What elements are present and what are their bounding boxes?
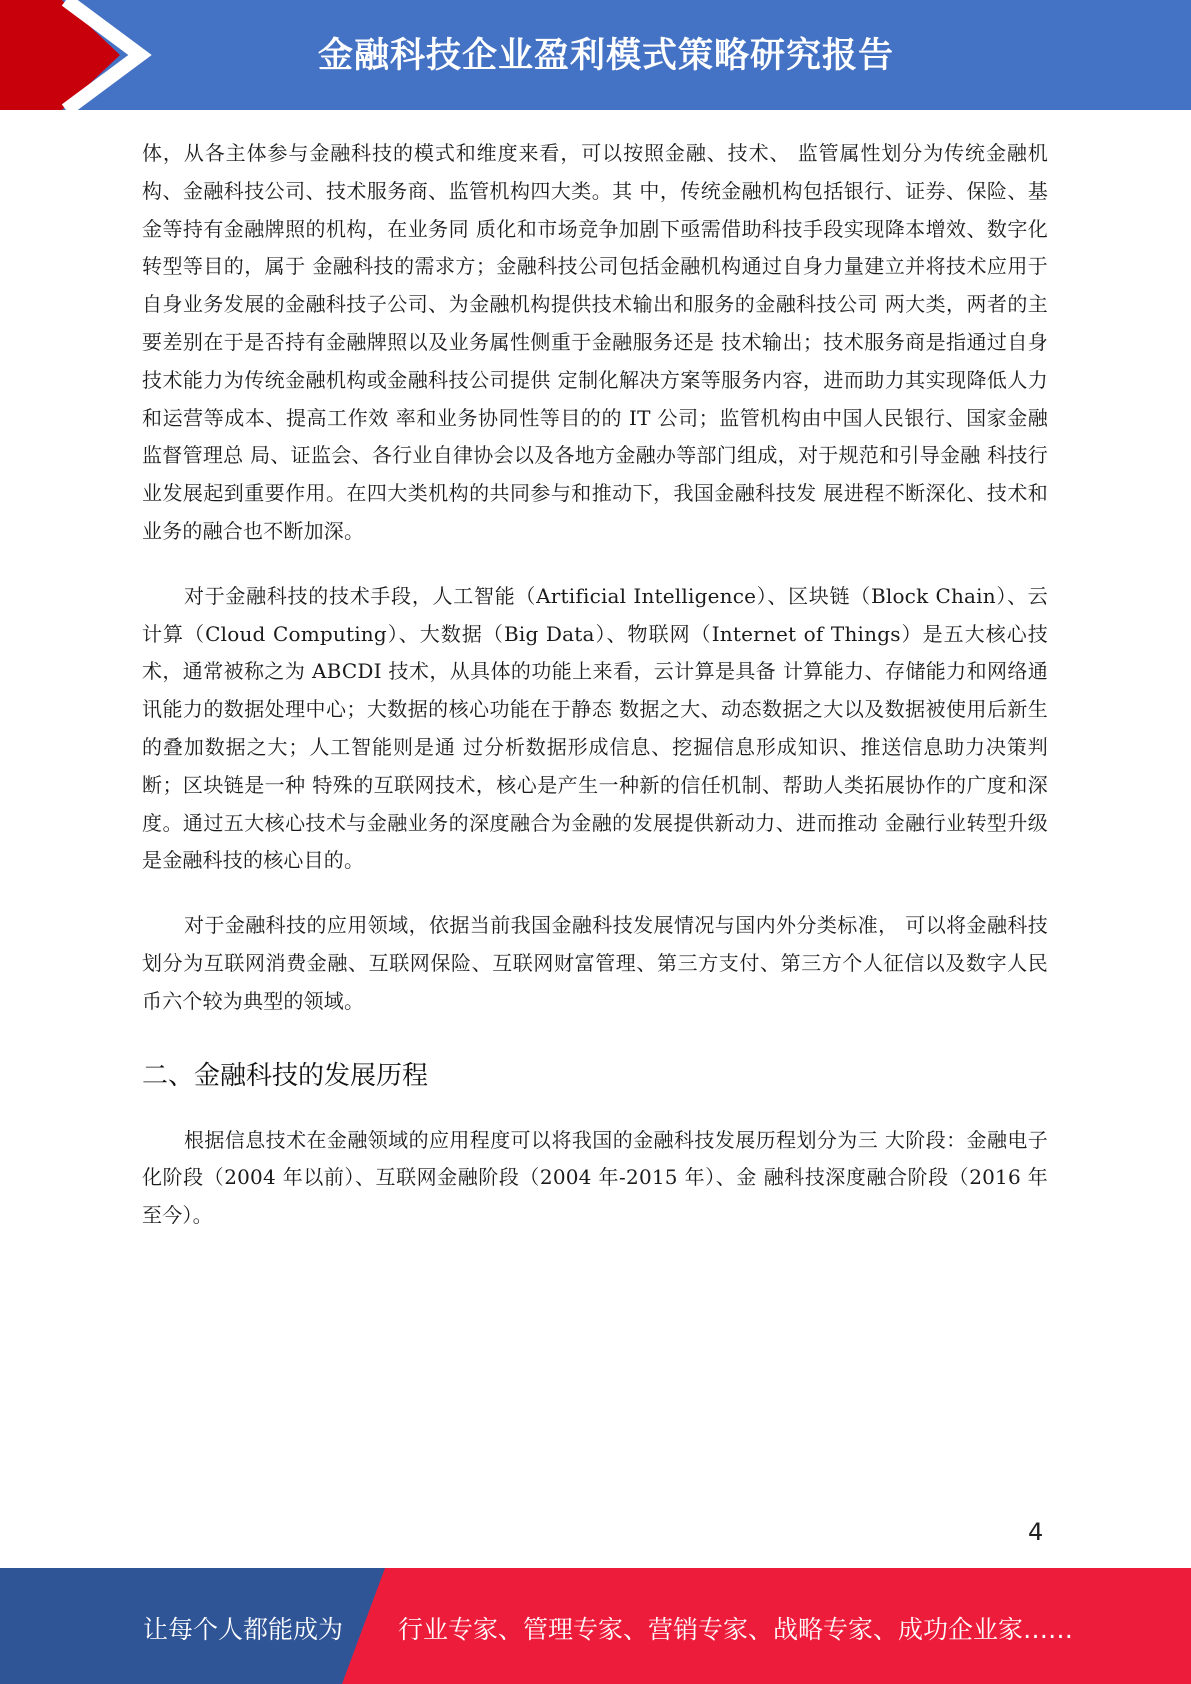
header-banner: [0, 0, 1191, 110]
body-paragraph: 对于金融科技的技术手段，人工智能（Artificial Intelligence）、区块链（Block Chain）、云计算（Cloud Computing）、大数据（Big Data）、物联网（Internet of Things）是五大核心技术，通常被称之为 ABCDI 技术，从具体的功能上来看，云计算是具备 计算能力、存储能力和网络通讯能力的数据处理中心；大数据的核心功能在于静态 数据之大、动态数据之大以及数据被使用后新生的叠加数据之大；人工智能则是通 过分析数据形成信息、挖掘信息形成知识、推送信息助力决策判断；区块链是一种 特殊的互联网技术，核心是产生一种新的信任机制、帮助人类拓展协作的广度和深 度。通过五大核心技术与金融业务的深度融合为金融的发展提供新动力、进而推动 金融行业转型升级是金融科技的核心目的。: [142, 583, 1048, 873]
footer-slogan-right: 行业专家、管理专家、营销专家、战略专家、成功企业家……: [398, 1615, 1074, 1644]
report-title: 金融科技企业盈利模式策略研究报告: [318, 36, 895, 76]
body-paragraph: 体，从各主体参与金融科技的模式和维度来看，可以按照金融、技术、 监管属性划分为传统金融机构、金融科技公司、技术服务商、监管机构四大类。其 中，传统金融机构包括银行、证券、保险、基金等持有金融牌照的机构，在业务同 质化和市场竞争加剧下亟需借助科技手段实现降本增效、数字化转型等目的，属于 金融科技的需求方；金融科技公司包括金融机构通过自身力量建立并将技术应用于 自身业务发展的金融科技子公司、为金融机构提供技术输出和服务的金融科技公司 两大类，两者的主要差别在于是否持有金融牌照以及业务属性侧重于金融服务还是 技术输出；技术服务商是指通过自身技术能力为传统金融机构或金融科技公司提供 定制化解决方案等服务内容，进而助力其实现降低人力和运营等成本、提高工作效 率和业务协同性等目的的 IT 公司；监管机构由中国人民银行、国家金融监督管理总 局、证监会、各行业自律协会以及各地方金融办等部门组成，对于规范和引导金融 科技行业发展起到重要作用。在四大类机构的共同参与和推动下，我国金融科技发 展进程不断深化、技术和业务的融合也不断加深。: [142, 141, 1048, 543]
page-number: 4: [1028, 1518, 1044, 1546]
document-body: [142, 135, 1048, 1235]
body-paragraph: 根据信息技术在金融领域的应用程度可以将我国的金融科技发展历程划分为三 大阶段：金融电子化阶段（2004 年以前）、互联网金融阶段（2004 年-2015 年）、金 融科技深度融合阶段（2016 年至今）。: [142, 1127, 1048, 1228]
body-paragraph: 对于金融科技的应用领域，依据当前我国金融科技发展情况与国内外分类标准， 可以将金融科技划分为互联网消费金融、互联网保险、互联网财富管理、第三方支付、第三方个人征信以及数字人民币六个较为典型的领域。: [142, 913, 1048, 1013]
footer-banner: [0, 1568, 1191, 1684]
footer-slogan-left: 让每个人都能成为: [143, 1615, 344, 1644]
section-heading: 二、金融科技的发展历程: [142, 1060, 429, 1091]
